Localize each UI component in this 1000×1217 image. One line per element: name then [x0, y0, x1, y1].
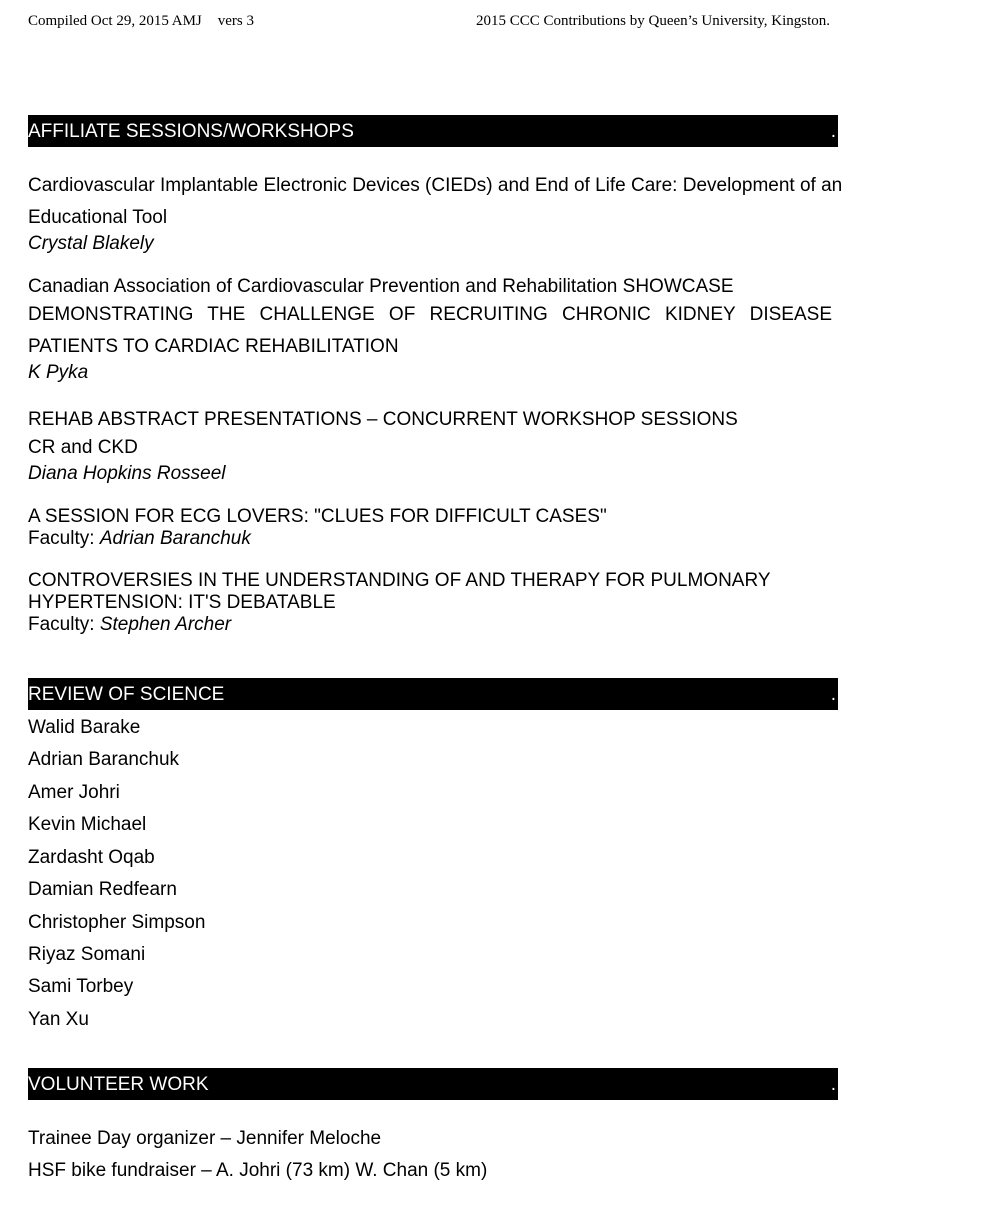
reviewer-name: Yan Xu — [28, 1009, 89, 1030]
reviewer-name: Damian Redfearn — [28, 879, 177, 900]
session-title-line: Cardiovascular Implantable Electronic Devices (CIEDs) and End of Life Care: Development of an — [28, 175, 843, 196]
section-heading-affiliate: AFFILIATE SESSIONS/WORKSHOPS — [28, 121, 354, 142]
session-title-line: REHAB ABSTRACT PRESENTATIONS – CONCURRENT WORKSHOP SESSIONS — [28, 409, 738, 430]
session-author: Crystal Blakely — [28, 233, 154, 254]
session-author: Diana Hopkins Rosseel — [28, 463, 226, 484]
section-heading-volunteer: VOLUNTEER WORK — [28, 1074, 209, 1095]
session-title-line: CONTROVERSIES IN THE UNDERSTANDING OF AND THERAPY FOR PULMONARY — [28, 570, 771, 591]
session-faculty — [28, 614, 231, 636]
reviewer-name: Walid Barake — [28, 717, 141, 738]
session-author: Stephen Archer — [99, 614, 232, 635]
reviewer-name: Adrian Baranchuk — [28, 749, 180, 770]
session-title-line: DEMONSTRATING THE CHALLENGE OF RECRUITING CHRONIC KIDNEY DISEASE — [28, 304, 832, 325]
page-header-left — [28, 13, 254, 30]
section-bar-dot: . — [830, 684, 836, 705]
version-label: vers 3 — [217, 13, 255, 29]
reviewer-name: Amer Johri — [28, 782, 120, 803]
session-author: K Pyka — [28, 362, 89, 383]
session-title-line: Educational Tool — [28, 207, 168, 228]
volunteer-item: HSF bike fundraiser – A. Johri (73 km) W. Chan (5 km) — [28, 1160, 488, 1181]
section-bar-dot: . — [830, 1074, 836, 1095]
session-title-line: PATIENTS TO CARDIAC REHABILITATION — [28, 336, 399, 357]
document-title: 2015 CCC Contributions by Queen’s University, Kingston. — [476, 13, 831, 29]
compiled-date: Compiled Oct 29, 2015 AMJ — [28, 13, 202, 29]
session-title-line: HYPERTENSION: IT'S DEBATABLE — [28, 592, 336, 613]
section-bar-dot: . — [830, 121, 836, 142]
session-title-line: CR and CKD — [28, 437, 138, 458]
faculty-label: Faculty: — [28, 614, 100, 635]
reviewer-name: Zardasht Oqab — [28, 847, 155, 868]
section-bar-volunteer — [28, 1068, 838, 1100]
session-title-line: A SESSION FOR ECG LOVERS: "CLUES FOR DIFFICULT CASES" — [28, 506, 607, 527]
faculty-label: Faculty: — [28, 528, 100, 549]
reviewer-name: Sami Torbey — [28, 976, 134, 997]
section-bar-affiliate — [28, 115, 838, 147]
session-title-line: Canadian Association of Cardiovascular Prevention and Rehabilitation SHOWCASE — [28, 276, 734, 297]
section-heading-review: REVIEW OF SCIENCE — [28, 684, 225, 705]
volunteer-item: Trainee Day organizer – Jennifer Meloche — [28, 1128, 382, 1149]
session-faculty — [28, 528, 251, 550]
reviewer-name: Kevin Michael — [28, 814, 147, 835]
session-author: Adrian Baranchuk — [99, 528, 251, 549]
section-bar-review — [28, 678, 838, 710]
reviewer-name: Christopher Simpson — [28, 912, 206, 933]
reviewer-name: Riyaz Somani — [28, 944, 146, 965]
